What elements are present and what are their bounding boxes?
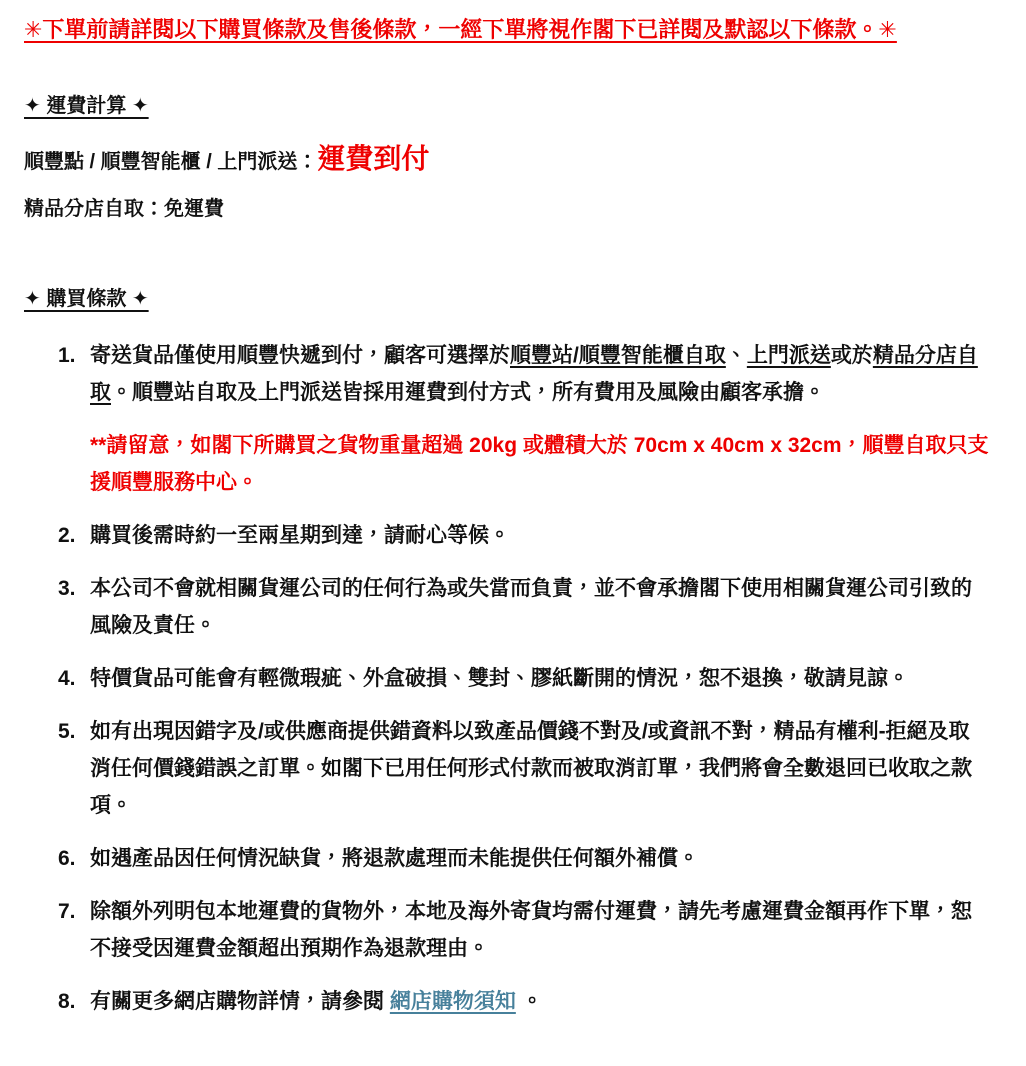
text-segment: 寄送貨品僅使用順豐快遞到付，顧客可選擇於 [90,343,510,367]
term-item [24,983,990,1020]
shop-guide-link[interactable]: 網店購物須知 [389,989,516,1013]
underlined-text: 精品分店自取 [90,343,978,404]
terms-list [24,337,990,1020]
term-number: 3. [58,576,76,600]
store-pickup-line: 精品分店自取：免運費 [24,197,224,220]
text-segment: 如遇產品因任何情況缺貨，將退款處理而未能提供任何額外補償。 [90,846,699,870]
underlined-text: 上門派送 [746,343,831,367]
term-number: 6. [58,846,76,870]
freight-collect-value: 運費到付 [317,142,430,174]
text-segment: **請留意，如閣下所購買之貨物重量超過 20kg 或體積大於 70cm x 40cm x 32cm，順豐自取只支援順豐服務中心。 [90,433,989,494]
text-segment: 。 [515,989,543,1013]
text-segment: 。順豐站自取及上門派送皆採用運費到付方式，所有費用及風險由顧客承擔。 [111,380,825,404]
text-segment: 特價貨品可能會有輕微瑕疵、外盒破損、雙封、膠紙斷開的情況，恕不退換，敬請見諒。 [90,666,909,690]
term-number: 7. [58,899,76,923]
term-paragraph [90,893,990,967]
term-paragraph [90,983,990,1020]
term-paragraph [90,713,990,824]
term-number: 1. [58,343,76,367]
term-number: 2. [58,523,76,547]
purchase-terms-heading: ✦ 購買條款 ✦ [24,287,149,310]
term-number: 8. [58,989,76,1013]
shipping-methods-label: 順豐點 / 順豐智能櫃 / 上門派送： [24,150,318,173]
shipping-fee-section-header [24,94,998,118]
underlined-text: 順豐站/順豐智能櫃自取 [510,343,726,367]
text-segment: 、 [725,343,747,367]
term-item [24,660,990,697]
text-segment: 如有出現因錯字及/或供應商提供錯資料以致產品價錢不對及/或資訊不對，精品有權利-拒絕及取消任何價錢錯誤之訂單。如閣下已用任何形式付款而被取消訂單，我們將會全數退回已收取之款項。 [90,719,972,817]
term-number: 5. [58,719,76,743]
term-item [24,713,990,824]
term-paragraph [90,660,990,697]
term-item [24,337,990,501]
term-paragraph [90,840,990,877]
term-paragraph [90,337,990,411]
notice-banner: ✳下單前請詳閱以下購買條款及售後條款，一經下單將視作閣下已詳閱及默認以下條款。✳ [24,17,897,42]
term-item [24,570,990,644]
term-item [24,840,990,877]
text-segment: 除額外列明包本地運費的貨物外，本地及海外寄貨均需付運費，請先考慮運費金額再作下單，恕不接受因運費金額超出預期作為退款理由。 [90,899,972,960]
text-segment: 本公司不會就相關貨運公司的任何行為或失當而負責，並不會承擔閣下使用相關貨運公司引致的風險及責任。 [90,576,972,637]
term-paragraph [90,570,990,644]
term-warning-note [90,427,990,501]
text-segment: 購買後需時約一至兩星期到達，請耐心等候。 [90,523,510,547]
term-item [24,517,990,554]
text-segment: 或於 [830,343,873,367]
term-item [24,893,990,967]
purchase-terms-section-header [24,287,998,311]
shipping-fee-heading: ✦ 運費計算 ✦ [24,94,149,117]
text-segment: 有關更多網店購物詳情，請參閱 [90,989,390,1013]
term-number: 4. [58,666,76,690]
term-paragraph [90,517,990,554]
shipping-methods-line [24,142,998,179]
